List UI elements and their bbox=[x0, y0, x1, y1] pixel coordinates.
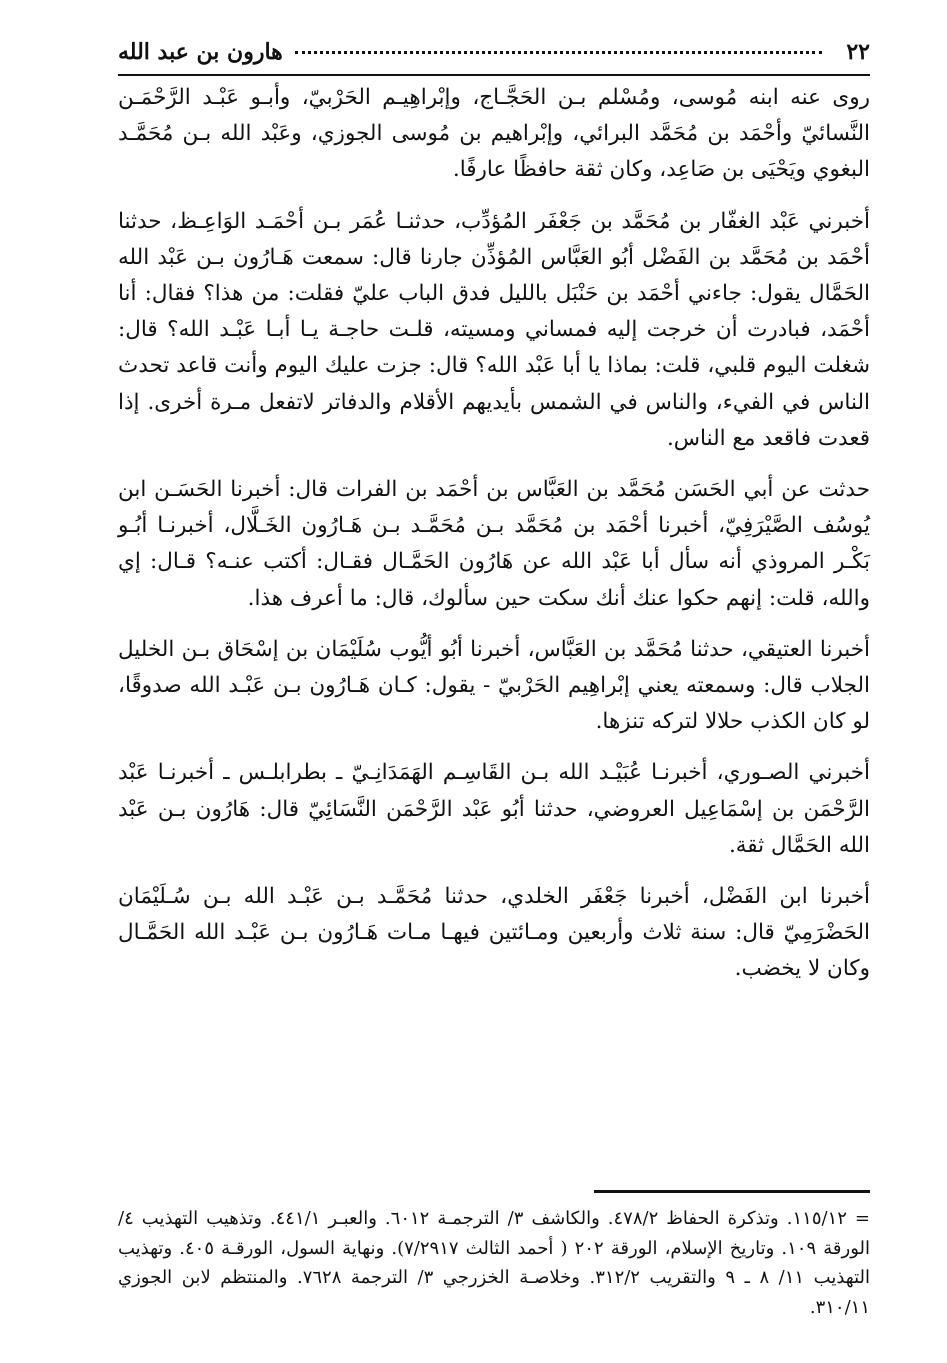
header-title: هارون بن عبد الله bbox=[118, 39, 283, 65]
running-header bbox=[118, 30, 870, 76]
footnote-separator bbox=[594, 1190, 870, 1193]
paragraph-5: أخبرني الصـوري، أخبرنـا عُبَيْـد الله بـن القَاسِـم الهَمَدَانِـيّ ـ بطرابلـس ـ أخبرنـا عَبْد الرَّحْمَن بن إسْمَاعِيل العروضي، حدثنا أبُو عَبْد الرَّحْمَن النَّسَائِيّ قال: هَارُون بـن عَبْد الله الحَمَّال ثقة. bbox=[118, 760, 870, 858]
header-dot-leader bbox=[295, 51, 823, 54]
paragraph-2: أخبرني عَبْد الغفّار بن مُحَمَّد بن جَعْفَر المُؤدِّب، حدثنـا عُمَر بـن أحْمَـد الوَاعِـظ، حدثنا أحْمَد بن مُحَمَّد بن الفَضْل أبُو العَبَّاس المُؤذِّن جارنا قال: سمعت هَـارُون بـن عَبْد الله الحَمَّال يقول: جاءني أحْمَد بن حَنْبَل بالليل فدق الباب عليّ فقلت: من هذا؟ فقال: أنا أحْمَد، فبادرت أن خرجت إليه فمساني ومسيته، قلـت حاجـة يـا أبـا عَبْـد الله؟ قال: شغلت اليوم قلبي، قلت: بماذا يا أبا عَبْد الله؟ قال: جزت عليك اليوم وأنت قاعد تحدث الناس في الفيء، والناس في الشمس بأيديهم الأقلام والدفاتر لاتفعل مـرة أخرى. إذا قعدت فاقعد مع الناس. bbox=[118, 208, 870, 451]
paragraph-3: حدثت عن أبي الحَسَن مُحَمَّد بن العَبَّاس بن أحْمَد بن الفرات قال: أخبرنا الحَسَـن ابن يُوسُف الصَّيْرَفِيّ، أخبرنا أحْمَد بن مُحَمَّد بـن مُحَمَّـد بـن هَـارُون الخَـلَّال، أخبرنـا أبُـو بَكْـر المروذي أنه سأل أبا عَبْد الله عن هَارُون الحَمَّـال فقـال: أكتب عنـه؟ قـال: إي والله، قلت: إنهم حكوا عنك أنك سكت حين سألوك، قال: ما أعرف هذا. bbox=[118, 477, 870, 611]
paragraph-6: أخبرنا ابن الفَضْل، أخبرنا جَعْفَر الخلدي، حدثنا مُحَمَّـد بـن عَبْـد الله بـن سُـلَيْمَان الحَضْرَمِيّ قال: سنة ثلاث وأربعين ومـائتين فيهـا مـات هَـارُون بـن عَبْـد الله الحَمَّـال وكان لا يخضب. bbox=[118, 884, 870, 982]
footnote-1: = ١١٥/١٢. وتذكرة الحفاظ ٤٧٨/٢. والكاشف ٣/ الترجمـة ٦٠١٢. والعبـر ٤٤١/١. وتذهيب التهذيب ٤/ الورقة ١٠٩. وتاريخ الإسلام، الورقة ٢٠٢ ( أحمد الثالث ٧/٢٩١٧). ونهاية السول، الورقـة ٤٠٥. وتهذيب التهذيب ١١/ ٨ ـ ٩ والتقريب ٣١٢/٢. وخلاصـة الخزرجي ٣/ الترجمة ٧٦٢٨. والمنتظم لابن الجوزي ٣١٠/١١. bbox=[118, 1208, 871, 1318]
main-text bbox=[118, 80, 870, 1003]
page-number: ٢٢ bbox=[846, 39, 870, 65]
footnotes bbox=[118, 1204, 870, 1322]
paragraph-4: أخبرنا العتيقي، حدثنا مُحَمَّد بن العَبَّاس، أخبرنا أبُو أيُّوب سُلَيْمَان بن إسْحَاق بـن الخليل الجلاب قال: وسمعته يعني إبْراهِيم الحَرْبيّ - يقول: كـان هَـارُون بـن عَبْـد الله صدوقًا، لو كان الكذب حلالا لتركه تنزها. bbox=[118, 636, 870, 735]
paragraph-1: روى عنه ابنه مُوسى، ومُسْلم بـن الحَجَّـاج، وإبْراهِيـم الحَرْبيّ، وأبـو عَبْـد الرَّحْمَـن النَّسائيّ وأحْمَد بن مُحَمَّد البرائي، وإبْراهيم بن مُوسى الجوزي، وعَبْد الله بـن مُحَمَّـد البغوي ويَحْيَى بن صَاعِد، وكان ثقة حافظًا عارفًا. bbox=[118, 85, 870, 183]
page bbox=[118, 30, 870, 1340]
